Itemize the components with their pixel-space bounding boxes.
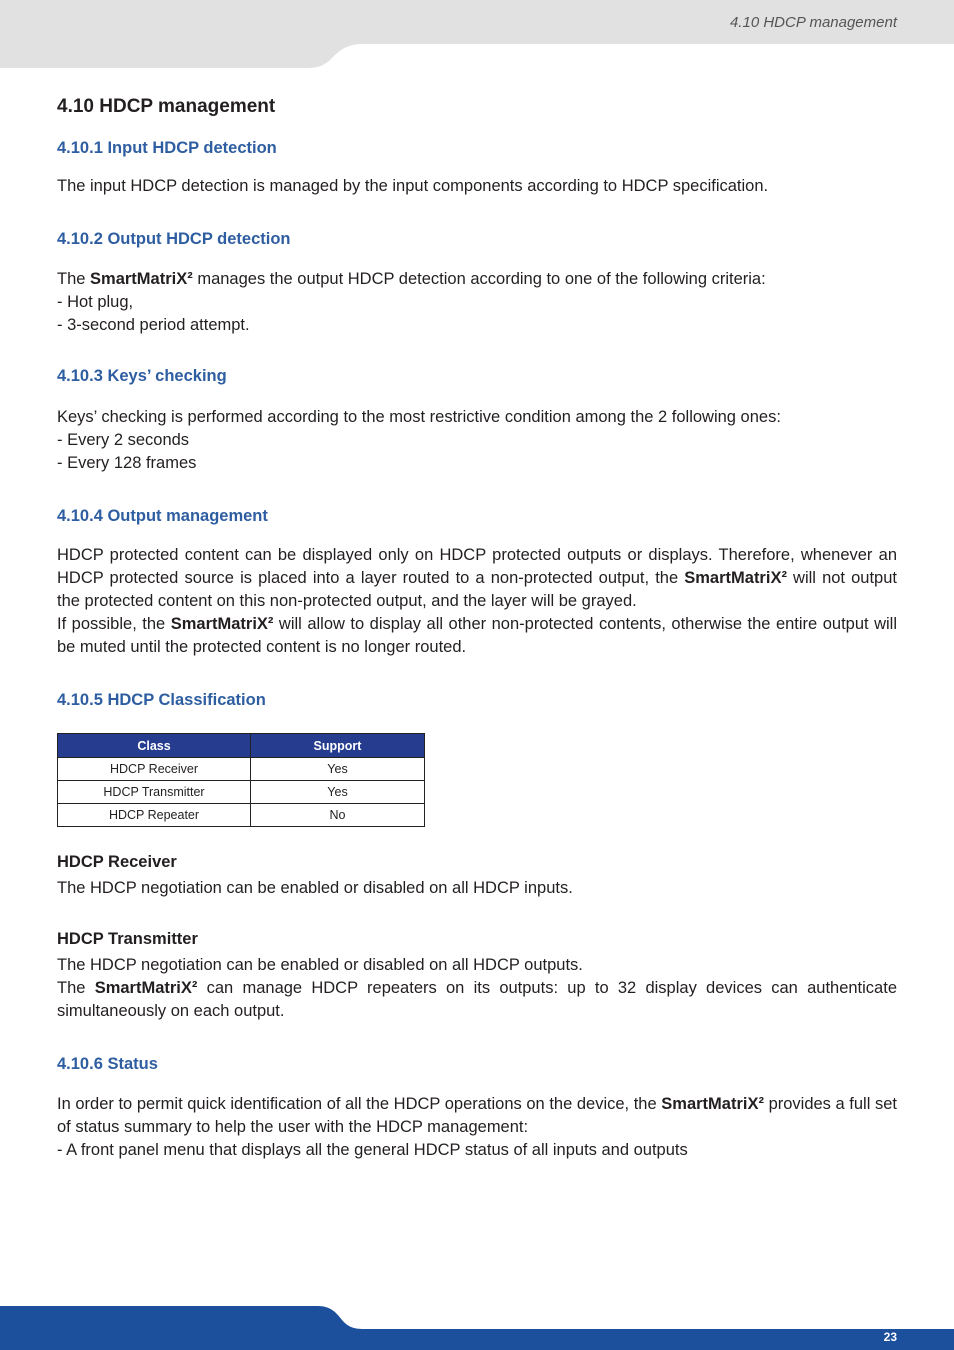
- running-header-title: 4.10 HDCP management: [729, 14, 897, 31]
- hdcp-transmitter-text: The HDCP negotiation can be enabled or disabled on all HDCP outputs. The SmartMatriX² can manage HDCP repeaters on its outputs: up to 32 display devices can authenticate simultaneously on each output.: [57, 956, 897, 1020]
- column-header-class: Class: [58, 734, 251, 758]
- table-row: [58, 758, 425, 781]
- list-item: - Every 128 frames: [57, 454, 197, 472]
- table-row: [58, 781, 425, 804]
- section-title: 4.10 HDCP management: [57, 96, 276, 117]
- product-name: SmartMatriX²: [661, 1095, 764, 1113]
- list-item: - A front panel menu that displays all the general HDCP status of all inputs and outputs: [57, 1141, 688, 1159]
- table-cell: Yes: [251, 758, 425, 781]
- header-band: [0, 0, 954, 70]
- table-cell: HDCP Receiver: [58, 758, 251, 781]
- heading-input-hdcp-detection: 4.10.1 Input HDCP detection: [57, 139, 277, 157]
- table-cell: HDCP Transmitter: [58, 781, 251, 804]
- heading-output-hdcp-detection: 4.10.2 Output HDCP detection: [57, 230, 291, 248]
- list-item: - Hot plug,: [57, 293, 134, 311]
- page-number: 23: [883, 1330, 897, 1344]
- status-text: In order to permit quick identification of all the HDCP operations on the device, the SmartMatriX² provides a full set of status summary to help the user with the HDCP management: - A front panel menu that displays all the general HDCP status of all inputs and outputs: [57, 1093, 897, 1162]
- heading-output-management: 4.10.4 Output management: [57, 507, 268, 525]
- list-item: - 3-second period attempt.: [57, 316, 250, 334]
- product-name: SmartMatriX²: [94, 979, 198, 997]
- product-name: SmartMatriX²: [170, 615, 274, 633]
- hdcp-receiver-text: The HDCP negotiation can be enabled or disabled on all HDCP inputs.: [57, 879, 573, 897]
- product-name: SmartMatriX²: [684, 569, 787, 587]
- input-detection-text: The input HDCP detection is managed by the input components according to HDCP specification.: [57, 177, 769, 195]
- footer-band: [0, 1300, 954, 1350]
- list-item: - Every 2 seconds: [57, 431, 190, 449]
- output-detection-text: The SmartMatriX² manages the output HDCP detection according to one of the following criteria: - Hot plug, - 3-second period attempt.: [57, 268, 897, 337]
- column-header-support: Support: [251, 734, 425, 758]
- hdcp-classification-table: [57, 733, 425, 827]
- table-header-row: [58, 734, 425, 758]
- product-name: SmartMatriX²: [90, 270, 193, 288]
- keys-checking-text: Keys’ checking is performed according to the most restrictive condition among the 2 following ones: - Every 2 seconds - Every 128 frames: [57, 406, 897, 475]
- heading-status: 4.10.6 Status: [57, 1055, 158, 1073]
- heading-hdcp-classification: 4.10.5 HDCP Classification: [57, 691, 266, 709]
- table-cell: Yes: [251, 781, 425, 804]
- heading-keys-checking: 4.10.3 Keys’ checking: [57, 367, 227, 385]
- subheading-hdcp-transmitter: HDCP Transmitter: [57, 930, 198, 948]
- table-row: [58, 804, 425, 827]
- table-cell: HDCP Repeater: [58, 804, 251, 827]
- table-cell: No: [251, 804, 425, 827]
- subheading-hdcp-receiver: HDCP Receiver: [57, 853, 177, 871]
- output-management-text: HDCP protected content can be displayed only on HDCP protected outputs or displays. Therefore, whenever an HDCP protected source is placed into a layer routed to a non-protected output, the SmartMatriX² will not output the protected content on this non-protected output, and the layer will be grayed. If possible, the SmartMatriX² will allow to display all other non-protected contents, otherwise the entire output will be muted until the protected content is no longer routed.: [57, 546, 897, 656]
